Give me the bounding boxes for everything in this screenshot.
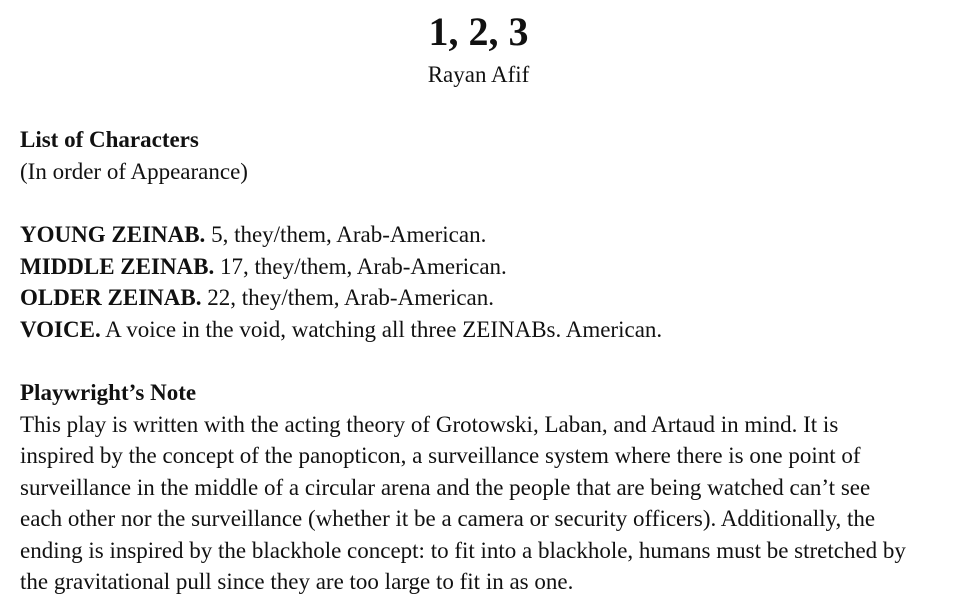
characters-heading: List of Characters bbox=[20, 127, 199, 152]
note-line: inspired by the concept of the panopticon, a surveillance system where there is one point of bbox=[20, 443, 861, 468]
characters-subheading: (In order of Appearance) bbox=[20, 158, 248, 184]
note-line: each other nor the surveillance (whether it be a camera or security officers). Additionally, the bbox=[20, 506, 876, 531]
character-description: 22, they/them, Arab-American. bbox=[201, 285, 495, 310]
character-entry-young-zeinab bbox=[20, 219, 950, 251]
character-entry-older-zeinab bbox=[20, 282, 950, 314]
character-name: OLDER ZEINAB. bbox=[20, 285, 202, 310]
character-name: MIDDLE ZEINAB. bbox=[20, 253, 215, 279]
character-description: 5, they/them, Arab-American. bbox=[205, 222, 487, 247]
note-line: the gravitational pull since they are too large to fit in as one. bbox=[20, 569, 574, 594]
playwrights-note-heading: Playwright’s Note bbox=[20, 380, 197, 405]
note-line: surveillance in the middle of a circular arena and the people that are being watched can’t see bbox=[20, 474, 871, 500]
author-name: Rayan Afif bbox=[427, 62, 530, 87]
characters-section-header bbox=[20, 124, 950, 187]
character-list bbox=[20, 219, 950, 345]
note-line: ending is inspired by the blackhole concept: to fit into a blackhole, humans must be stretched by bbox=[20, 537, 906, 563]
playwrights-note-section bbox=[20, 377, 950, 598]
play-title: 1, 2, 3 bbox=[428, 9, 529, 54]
character-description: 17, they/them, Arab-American. bbox=[214, 253, 507, 279]
note-line: This play is written with the acting theory of Grotowski, Laban, and Artaud in mind. It is bbox=[20, 411, 839, 437]
character-name: VOICE. bbox=[20, 316, 101, 342]
character-entry-voice bbox=[20, 314, 950, 346]
character-description: A voice in the void, watching all three ZEINABs. American. bbox=[100, 316, 663, 342]
character-entry-middle-zeinab bbox=[20, 251, 950, 283]
character-name: YOUNG ZEINAB. bbox=[20, 222, 206, 247]
